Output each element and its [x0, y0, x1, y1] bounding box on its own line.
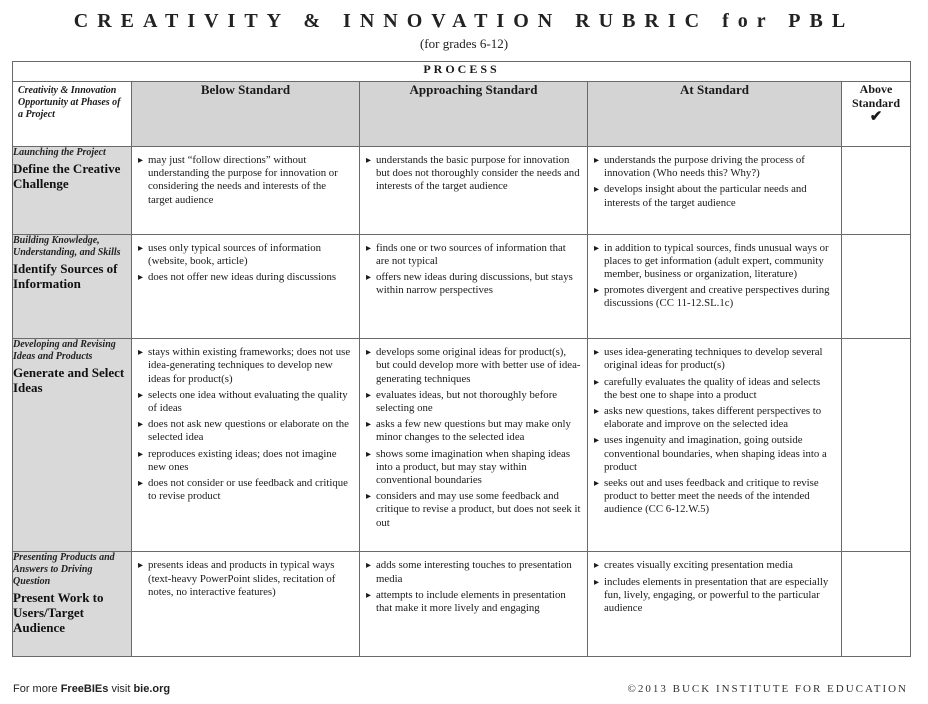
- criteria-list: [132, 147, 359, 207]
- criteria-item: ▸ uses only typical sources of information (website, book, article): [138, 242, 353, 268]
- criteria-item: ▸ in addition to typical sources, finds unusual ways or places to get information (adult expert, community member, business or organization, literature): [594, 242, 835, 282]
- phase-column-header: Creativity & Innovation Opportunity at Phases of a Project: [13, 82, 132, 147]
- criteria-list: [360, 147, 587, 194]
- criteria-list: [132, 339, 359, 503]
- criteria-item: ▸ does not consider or use feedback and critique to revise product: [138, 477, 353, 503]
- footer-freebies: FreeBIEs: [60, 683, 109, 695]
- rubric-row: [13, 147, 911, 235]
- phase-subtitle: Building Knowledge, Understanding, and Skills: [13, 234, 121, 258]
- approaching-standard-header: Approaching Standard: [360, 82, 588, 147]
- phase-name: Generate and Select Ideas: [13, 365, 125, 396]
- criteria-item: ▸ understands the purpose driving the process of innovation (Who needs this? Why?): [594, 154, 835, 180]
- criteria-item: ▸ uses ingenuity and imagination, going outside conventional boundaries, when shaping ideas into a product: [594, 434, 835, 474]
- criteria-item: ▸ selects one idea without evaluating the quality of ideas: [138, 389, 353, 415]
- at-standard-cell: [588, 339, 842, 552]
- phase-name: Identify Sources of Information: [13, 260, 118, 291]
- above-standard-cell: [842, 339, 911, 552]
- phase-subtitle: Launching the Project: [13, 147, 106, 158]
- criteria-item: ▸ develops some original ideas for product(s), but could develop more with better use of idea-generating techniques: [366, 346, 581, 386]
- criteria-list: [132, 552, 359, 599]
- at-standard-cell: [588, 552, 842, 657]
- at-standard-cell: [588, 147, 842, 235]
- rubric-subtitle: (for grades 6-12): [419, 36, 509, 51]
- criteria-item: ▸ promotes divergent and creative perspectives during discussions (CC 11-12.SL.1c): [594, 284, 835, 310]
- below-standard-header: Below Standard: [132, 82, 360, 147]
- criteria-list: [588, 235, 841, 311]
- below-standard-cell: [132, 552, 360, 657]
- criteria-item: ▸ develops insight about the particular needs and interests of the target audience: [594, 183, 835, 209]
- criteria-list: [588, 552, 841, 615]
- approaching-standard-cell: [360, 339, 588, 552]
- phase-cell: [13, 339, 132, 552]
- footer-link: [13, 683, 170, 695]
- criteria-item: ▸ asks a few new questions but may make only minor changes to the selected idea: [366, 418, 581, 444]
- criteria-item: ▸ does not offer new ideas during discussions: [138, 271, 353, 284]
- criteria-item: ▸ includes elements in presentation that are especially fun, lively, engaging, or powerful to the particular audience: [594, 576, 835, 616]
- criteria-item: ▸ asks new questions, takes different perspectives to elaborate and improve on the selected idea: [594, 405, 835, 431]
- footer-mid: visit: [108, 683, 134, 695]
- criteria-item: ▸ reproduces existing ideas; does not imagine new ones: [138, 448, 353, 474]
- approaching-standard-cell: [360, 147, 588, 235]
- criteria-item: ▸ may just “follow directions” without understanding the purpose for innovation or considering the needs and interests of the target audience: [138, 154, 353, 207]
- rubric-table: [12, 61, 911, 657]
- criteria-item: ▸ stays within existing frameworks; does not use idea-generating techniques to develop new ideas for product(s): [138, 346, 353, 386]
- criteria-list: [588, 147, 841, 210]
- at-standard-cell: [588, 234, 842, 339]
- criteria-item: ▸ evaluates ideas, but not thoroughly before selecting one: [366, 389, 581, 415]
- phase-subtitle: Developing and Revising Ideas and Products: [13, 339, 116, 363]
- criteria-item: ▸ presents ideas and products in typical ways (text-heavy PowerPoint slides, recitation of notes, no interactive features): [138, 559, 353, 599]
- above-standard-label: Above Standard: [851, 82, 901, 110]
- above-standard-cell: [842, 552, 911, 657]
- criteria-item: ▸ uses idea-generating techniques to develop several original ideas for product(s): [594, 346, 835, 372]
- criteria-item: ▸ does not ask new questions or elaborate on the selected idea: [138, 418, 353, 444]
- below-standard-cell: [132, 147, 360, 235]
- criteria-item: ▸ offers new ideas during discussions, but stays within narrow perspectives: [366, 271, 581, 297]
- phase-cell: [13, 234, 132, 339]
- criteria-item: ▸ finds one or two sources of information that are not typical: [366, 242, 581, 268]
- criteria-item: ▸ understands the basic purpose for innovation but does not thoroughly consider the needs and interests of the target audience: [366, 154, 581, 194]
- phase-cell: [13, 147, 132, 235]
- criteria-list: [360, 339, 587, 530]
- criteria-item: ▸ adds some interesting touches to presentation media: [366, 559, 581, 585]
- above-standard-header: [842, 82, 911, 147]
- rubric-row: [13, 552, 911, 657]
- above-standard-cell: [842, 147, 911, 235]
- criteria-item: ▸ seeks out and uses feedback and critique to revise product to better meet the needs of the intended audience (CC 6-12.W.5): [594, 477, 835, 517]
- criteria-list: [588, 339, 841, 516]
- criteria-item: ▸ creates visually exciting presentation media: [594, 559, 835, 572]
- below-standard-cell: [132, 339, 360, 552]
- below-standard-cell: [132, 234, 360, 339]
- criteria-list: [360, 552, 587, 615]
- at-standard-header: At Standard: [588, 82, 842, 147]
- footer-prefix: For more: [13, 683, 61, 695]
- footer-site-link[interactable]: bie.org: [133, 683, 171, 695]
- phase-name: Define the Creative Challenge: [13, 161, 121, 191]
- rubric-row: [13, 234, 911, 339]
- criteria-item: ▸ attempts to include elements in presentation that make it more lively and engaging: [366, 589, 581, 615]
- rubric-row: [13, 339, 911, 552]
- phase-name: Present Work to Users/Target Audience: [13, 590, 104, 636]
- phase-subtitle: Presenting Products and Answers to Driving Question: [13, 552, 115, 588]
- copyright-notice: ©2013 BUCK INSTITUTE FOR EDUCATION: [627, 683, 908, 695]
- above-standard-cell: [842, 234, 911, 339]
- phase-cell: [13, 552, 132, 657]
- criteria-item: ▸ carefully evaluates the quality of ideas and selects the best one to shape into a product: [594, 376, 835, 402]
- section-title: PROCESS: [13, 62, 911, 82]
- criteria-item: ▸ shows some imagination when shaping ideas into a product, but may stay within conventional boundaries: [366, 448, 581, 488]
- approaching-standard-cell: [360, 234, 588, 339]
- checkmark-icon: ✔: [869, 109, 883, 125]
- criteria-list: [360, 235, 587, 298]
- rubric-title: CREATIVITY & INNOVATION RUBRIC for PBL: [73, 10, 855, 32]
- approaching-standard-cell: [360, 552, 588, 657]
- criteria-item: ▸ considers and may use some feedback and critique to revise a product, but does not seek it out: [366, 490, 581, 530]
- criteria-list: [132, 235, 359, 285]
